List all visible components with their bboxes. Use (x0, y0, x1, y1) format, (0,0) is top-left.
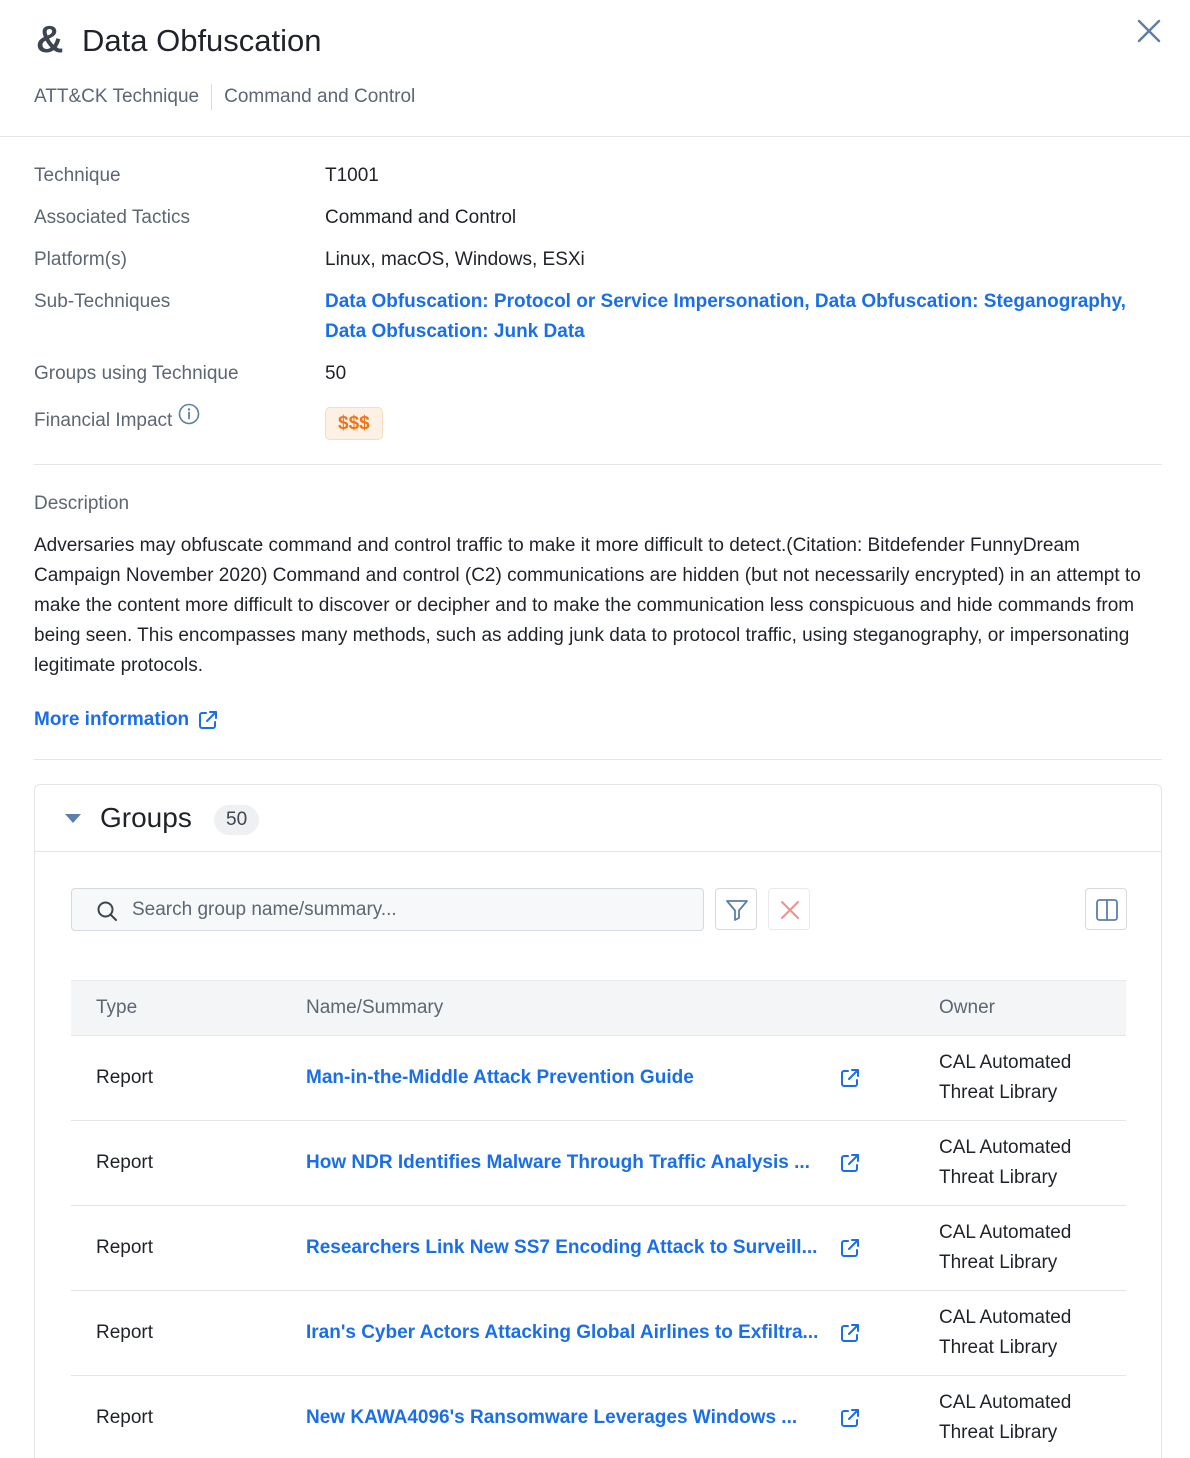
technique-label: Technique (34, 165, 121, 186)
filter-button[interactable] (715, 888, 757, 930)
row-owner-line2: Threat Library (939, 1167, 1058, 1188)
filter-icon (725, 898, 749, 922)
section-divider (34, 464, 1162, 465)
groups-header[interactable] (35, 785, 1161, 852)
search-input[interactable] (132, 889, 692, 930)
subtechniques-label: Sub-Techniques (34, 291, 171, 312)
description-text: Adversaries may obfuscate command and control traffic to make it more difficult to detect.(Citation: Bitdefender FunnyDream Campaign November 2020) Command and control (C2) communications are hidden (but not necessarily encrypted) in an attempt to make the content more difficult to discover or decipher and to make the communication less conspicuous and hide commands from being seen. This encompasses many methods, such as adding junk data to protocol traffic, using steganography, or impersonating legitimate protocols. (34, 535, 1141, 676)
breadcrumb (34, 84, 415, 110)
row-owner-line1: CAL Automated (939, 1392, 1072, 1413)
row-owner (939, 1133, 1109, 1193)
row-type: Report (96, 1152, 154, 1173)
table-header (71, 980, 1126, 1036)
row-owner-line2: Threat Library (939, 1252, 1058, 1273)
columns-icon (1095, 898, 1119, 922)
info-icon[interactable] (178, 403, 200, 435)
description-label: Description (34, 493, 130, 514)
table-row (71, 1206, 1126, 1291)
platforms-label: Platform(s) (34, 249, 127, 270)
panel-header (0, 0, 1190, 137)
search-box[interactable] (71, 888, 704, 931)
groups-count-badge: 50 (214, 805, 259, 835)
external-link-icon (197, 709, 219, 731)
column-header-owner[interactable]: Owner (939, 997, 995, 1018)
caret-down-icon[interactable] (63, 811, 83, 825)
tactics-label: Associated Tactics (34, 207, 190, 228)
row-type: Report (96, 1067, 154, 1088)
row-owner-line2: Threat Library (939, 1082, 1058, 1103)
table-row (71, 1121, 1126, 1206)
table-row (71, 1291, 1126, 1376)
row-name-link[interactable]: New KAWA4096's Ransomware Leverages Windows ... (306, 1407, 798, 1428)
row-owner-line1: CAL Automated (939, 1137, 1072, 1158)
breadcrumb-tactic: Command and Control (224, 86, 416, 107)
row-owner-line1: CAL Automated (939, 1052, 1072, 1073)
subtechniques-link-line2[interactable]: Data Obfuscation: Junk Data (325, 321, 585, 342)
groups-using-label: Groups using Technique (34, 363, 239, 384)
row-type: Report (96, 1237, 154, 1258)
technique-value: T1001 (325, 165, 379, 186)
row-name-link[interactable]: Researchers Link New SS7 Encoding Attack to Surveill... (306, 1237, 818, 1258)
row-name-link[interactable]: Man-in-the-Middle Attack Prevention Guide (306, 1067, 694, 1088)
external-link-icon[interactable] (839, 1322, 861, 1344)
columns-toggle-button[interactable] (1085, 888, 1127, 930)
groups-panel (34, 784, 1162, 1458)
section-divider (34, 759, 1162, 760)
tactics-value: Command and Control (325, 207, 517, 228)
ampersand-icon: & (36, 19, 64, 61)
close-icon (1134, 16, 1164, 46)
row-type: Report (96, 1322, 154, 1343)
breadcrumb-divider (211, 84, 212, 110)
close-button[interactable] (1134, 16, 1164, 46)
row-owner-line1: CAL Automated (939, 1307, 1072, 1328)
breadcrumb-type: ATT&CK Technique (34, 86, 200, 107)
financial-impact-text: Financial Impact (34, 410, 173, 431)
groups-using-value: 50 (325, 363, 347, 384)
page-title: Data Obfuscation (82, 23, 322, 58)
external-link-icon[interactable] (839, 1407, 861, 1429)
close-icon (778, 898, 802, 922)
external-link-icon[interactable] (839, 1067, 861, 1089)
row-owner-line1: CAL Automated (939, 1222, 1072, 1243)
table-row (71, 1376, 1126, 1458)
row-name-link[interactable]: Iran's Cyber Actors Attacking Global Airlines to Exfiltra... (306, 1322, 819, 1343)
clear-filter-button[interactable] (768, 888, 810, 930)
row-name-link[interactable]: How NDR Identifies Malware Through Traffic Analysis ... (306, 1152, 810, 1173)
financial-impact-label (34, 406, 200, 436)
platforms-value: Linux, macOS, Windows, ESXi (325, 249, 585, 270)
row-owner (939, 1218, 1109, 1278)
external-link-icon[interactable] (839, 1152, 861, 1174)
more-information-text: More information (34, 709, 190, 730)
row-owner (939, 1303, 1109, 1363)
column-header-name[interactable]: Name/Summary (306, 997, 444, 1018)
financial-impact-badge: $$$ (325, 407, 383, 440)
groups-title: Groups (100, 802, 192, 833)
row-owner (939, 1048, 1109, 1108)
more-information-link[interactable] (34, 706, 219, 734)
search-icon (96, 900, 118, 922)
row-type: Report (96, 1407, 154, 1428)
row-owner-line2: Threat Library (939, 1422, 1058, 1443)
table-row (71, 1036, 1126, 1121)
external-link-icon[interactable] (839, 1237, 861, 1259)
column-header-type[interactable]: Type (96, 997, 138, 1018)
row-owner-line2: Threat Library (939, 1337, 1058, 1358)
row-owner (939, 1388, 1109, 1448)
subtechniques-link-line1[interactable]: Data Obfuscation: Protocol or Service Impersonation, Data Obfuscation: Steganography, (325, 291, 1126, 312)
